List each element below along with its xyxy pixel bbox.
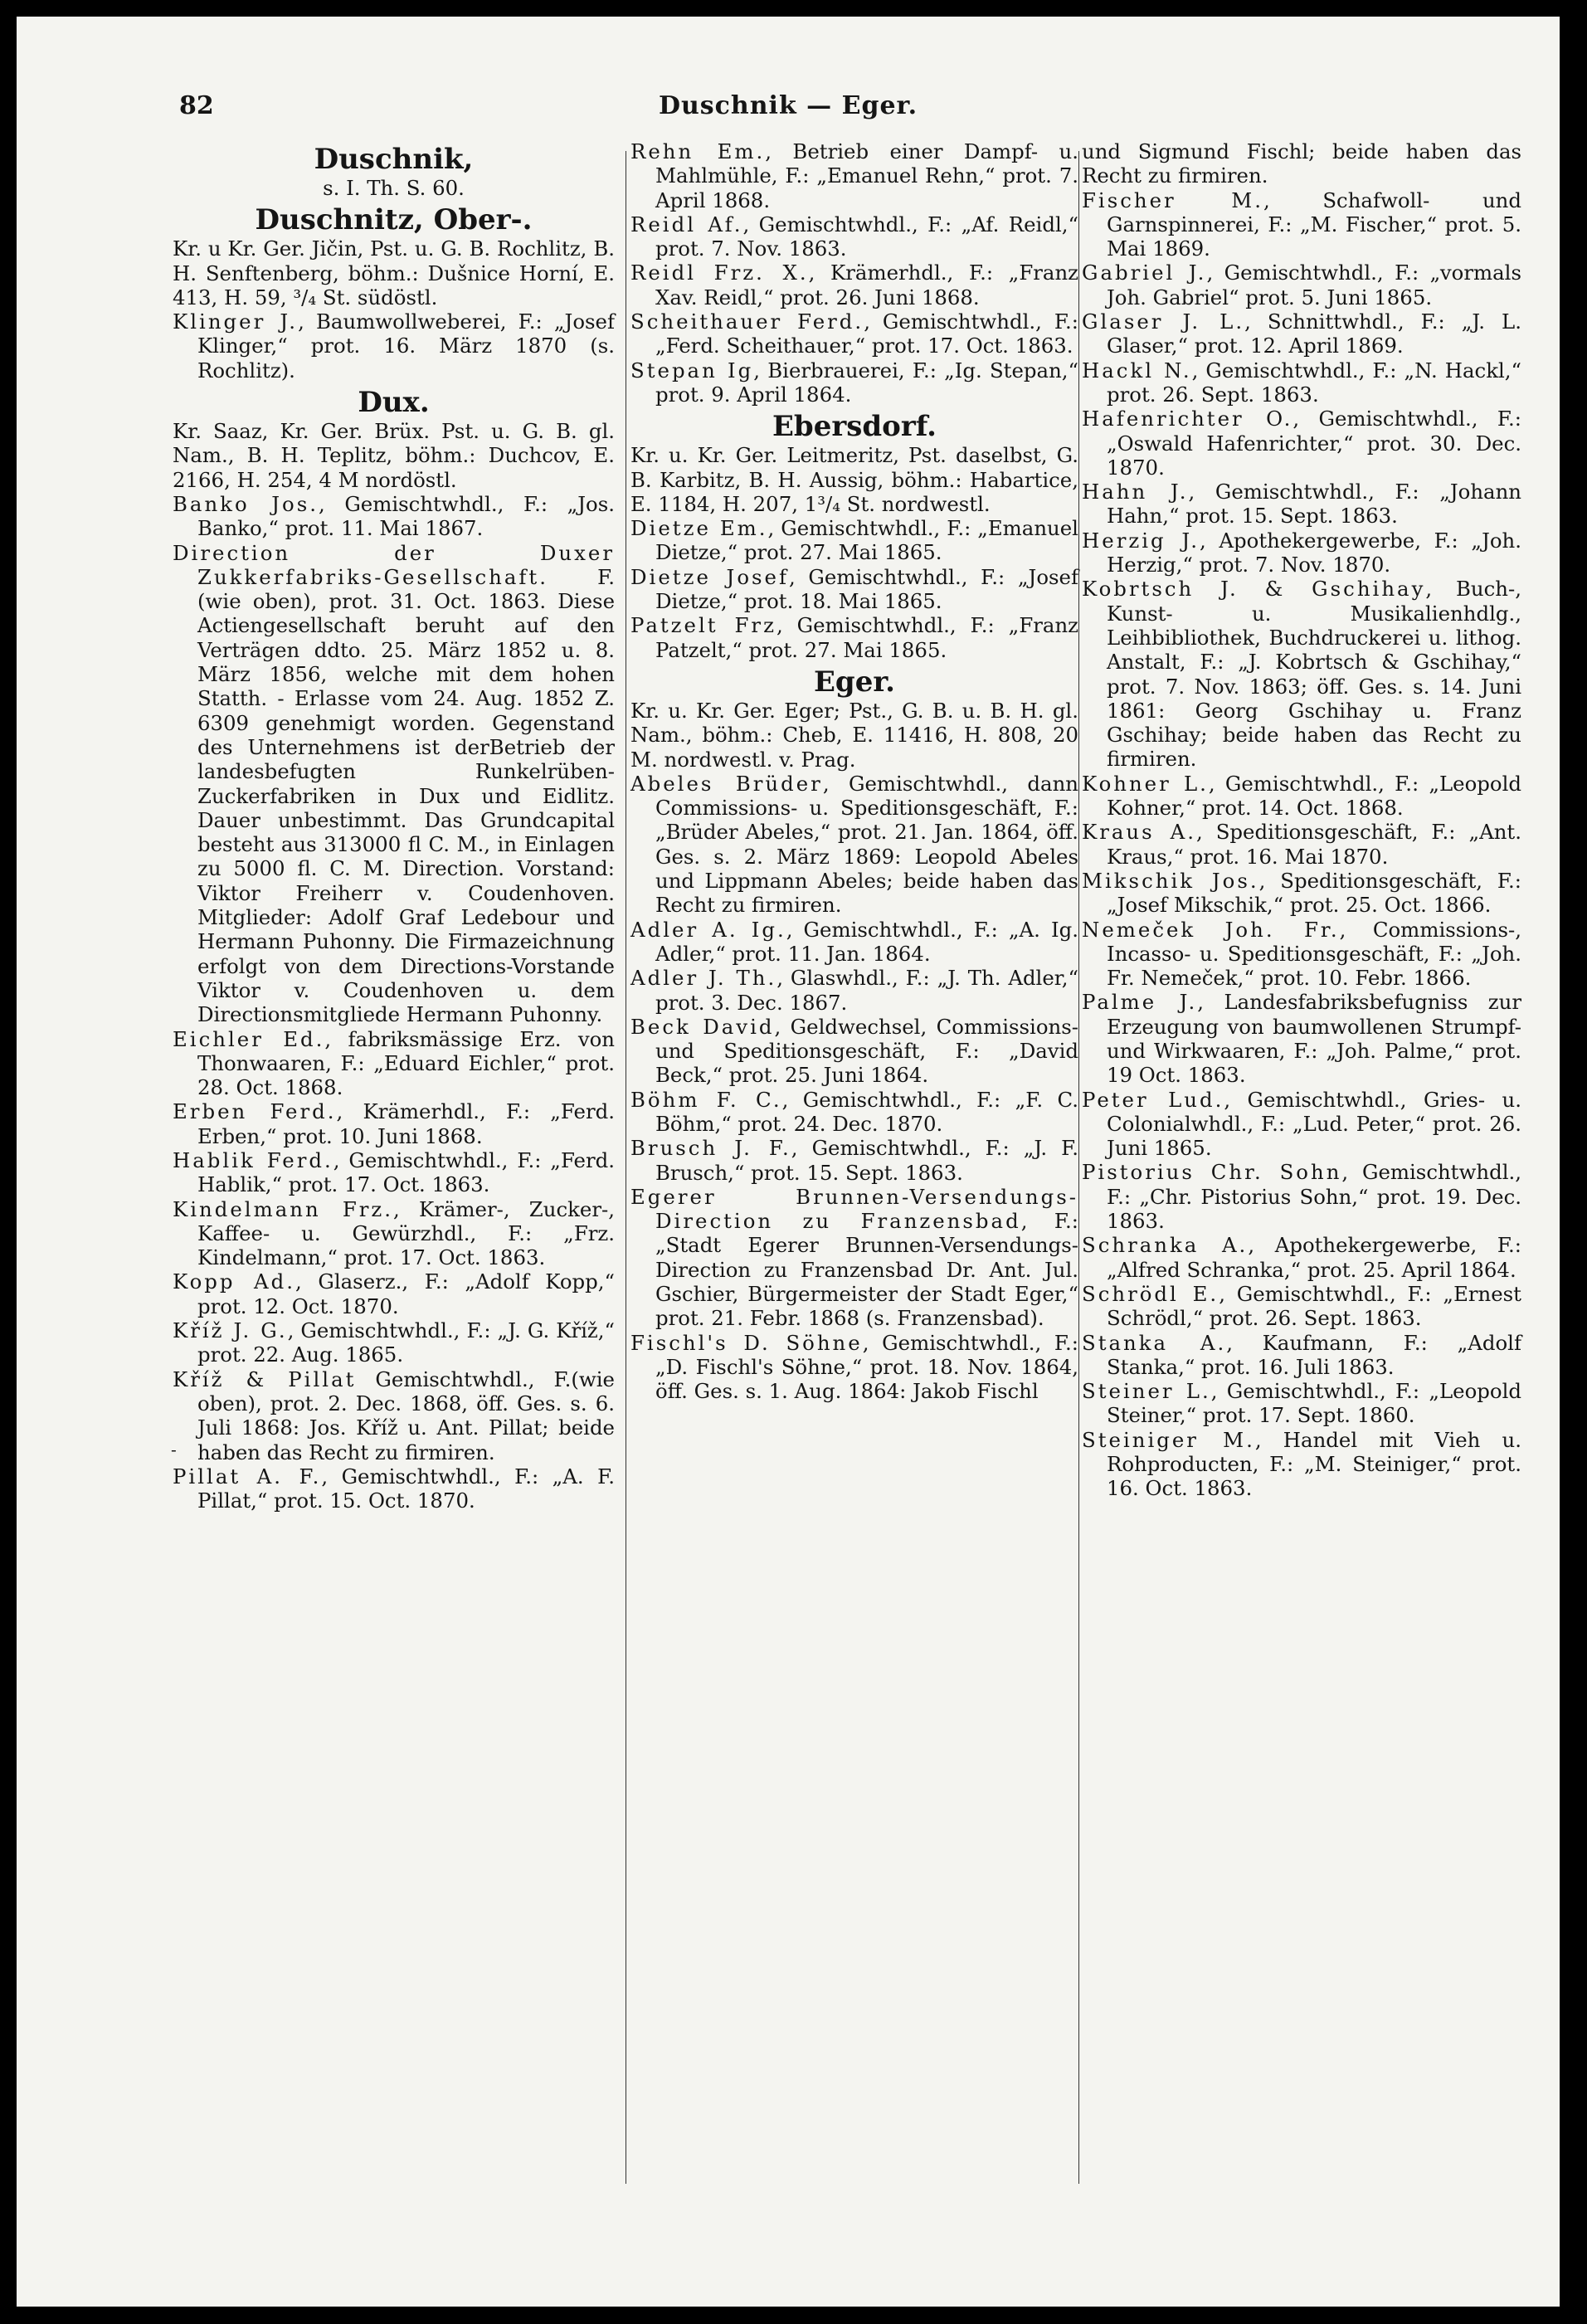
firm-details: , Gemischtwhdl., F.: „Franz Patzelt,“ prot. 27. Mai 1865. bbox=[655, 613, 1079, 662]
firm-entry bbox=[630, 1088, 1078, 1137]
firm-details: , Gemischtwhdl., Gries- u. Colonialwhdl., F.: „Lud. Peter,“ prot. 26. Juni 1865. bbox=[1107, 1087, 1521, 1161]
firm-entry bbox=[630, 261, 1078, 309]
firm-details: , Glaswhdl., F.: „J. Th. Adler,“ prot. 3. Dec. 1867. bbox=[655, 966, 1078, 1015]
firm-name: Steiner L. bbox=[1082, 1379, 1211, 1404]
firm-name: Scheithauer Ferd. bbox=[630, 309, 864, 334]
firm-details: , Gemischtwhdl., F.: „Ferd. Scheithauer,“ prot. 17. Oct. 1863. bbox=[655, 309, 1078, 358]
place-description: und Sigmund Fischl; beide haben das Recht zu firmiren. bbox=[1082, 139, 1521, 188]
firm-entry bbox=[1082, 577, 1521, 771]
firm-entry bbox=[1082, 529, 1521, 577]
firm-entry bbox=[173, 1197, 615, 1270]
firm-details: , Gemischtwhdl., F.: „D. Fischl's Söhne,“ prot. 18. Nov. 1864, öff. Ges. s. 1. Aug. 1864: Jakob Fischl bbox=[655, 1330, 1078, 1404]
firm-name: Kobrtsch J. & Gschihay bbox=[1082, 577, 1426, 602]
firm-details: , Kaufmann, F.: „Adolf Stanka,“ prot. 16. Juli 1863. bbox=[1107, 1330, 1522, 1379]
firm-name: Steiniger M. bbox=[1082, 1427, 1255, 1452]
place-description: Kr. u. Kr. Ger. Eger; Pst., G. B. u. B. H. gl. Nam., böhm.: Cheb, E. 11416, H. 808, 20 M. nordwestl. v. Prag. bbox=[630, 698, 1078, 772]
firm-name: Schranka A. bbox=[1082, 1233, 1249, 1258]
firm-details: , Speditionsgeschäft, F.: „Ant. Kraus,“ prot. 16. Mai 1870. bbox=[1107, 820, 1521, 869]
firm-details: , Krämer-, Zucker-, Kaffee- u. Gewürzhdl., F.: „Frz. Kindelmann,“ prot. 17. Oct. 1863. bbox=[197, 1196, 615, 1270]
firm-details: , Gemischtwhdl., F.: „Chr. Pistorius Sohn,“ prot. 19. Dec. 1863. bbox=[1107, 1160, 1521, 1234]
firm-name: Egerer Brunnen-Versendungs-Direction zu Franzensbad bbox=[630, 1184, 1078, 1234]
firm-name: Rehn Em. bbox=[630, 139, 766, 163]
firm-details: , Gemischtwhdl., F.: „Emanuel Dietze,“ prot. 27. Mai 1865. bbox=[655, 516, 1078, 565]
place-heading: Duschnitz, Ober-. bbox=[255, 203, 533, 237]
firm-details: , Schafwoll- und Garnspinnerei, F.: „M. Fischer,“ prot. 5. Mai 1869. bbox=[1107, 188, 1522, 261]
firm-entry bbox=[1082, 1088, 1521, 1161]
firm-name: Fischl's D. Söhne bbox=[630, 1330, 863, 1355]
firm-details: , Gemischtwhdl., dann Commissions- u. Speditionsgeschäft, F.: „Brüder Abeles,“ prot. 21. Jan. 1864, öff. Ges. s. 2. März 1869: Leopold Abeles und Lippmann Abeles; beide haben das Recht zu firmiren. bbox=[655, 771, 1079, 918]
page-header bbox=[17, 91, 1560, 129]
firm-name: Nemeček Joh. Fr. bbox=[1082, 917, 1340, 942]
firm-details: , Gemischtwhdl., F.: „Jos. Banko,“ prot. 11. Mai 1867. bbox=[197, 491, 616, 541]
firm-details: , Geldwechsel, Commissions- und Speditionsgeschäft, F.: „David Beck,“ prot. 25. Juni 1864. bbox=[655, 1014, 1079, 1088]
firm-name: Kopp Ad. bbox=[173, 1269, 296, 1294]
firm-details: , Gemischtwhdl., F.: „F. C. Böhm,“ prot. 24. Dec. 1870. bbox=[655, 1087, 1078, 1136]
firm-details: , Gemischtwhdl., F.: „Leopold Steiner,“ prot. 17. Sept. 1860. bbox=[1107, 1379, 1521, 1428]
firm-entry bbox=[630, 1331, 1078, 1404]
firm-name: Kohner L. bbox=[1082, 771, 1209, 796]
margin-mark: - bbox=[171, 1440, 177, 1459]
firm-name: Kříž & Pillat bbox=[173, 1367, 357, 1391]
firm-entry bbox=[1082, 1282, 1521, 1331]
firm-entry bbox=[1082, 869, 1521, 918]
directory-page bbox=[17, 17, 1560, 2307]
firm-name: Beck David bbox=[630, 1014, 775, 1039]
firm-entry bbox=[1082, 772, 1521, 821]
firm-entry bbox=[630, 1136, 1078, 1185]
firm-entry bbox=[1082, 990, 1521, 1087]
firm-name: Schrödl E. bbox=[1082, 1281, 1219, 1306]
firm-name: Stanka A. bbox=[1082, 1330, 1227, 1355]
firm-entry bbox=[173, 1318, 615, 1367]
firm-details: , Handel mit Vieh u. Rohproducten, F.: „M. Steiniger,“ prot. 16. Oct. 1863. bbox=[1107, 1427, 1521, 1501]
firm-details: , Gemischtwhdl., F.: „Ernest Schrödl,“ prot. 26. Sept. 1863. bbox=[1107, 1281, 1521, 1331]
firm-name: Pistorius Chr. Sohn bbox=[1082, 1160, 1342, 1185]
firm-name: Adler A. Ig. bbox=[630, 917, 786, 942]
firm-details: Gemischtwhdl., F.(wie oben), prot. 2. Dec. 1868, öff. Ges. s. 6. Juli 1868: Jos. Kříž u. Ant. Pillat; beide haben das Recht zu firmiren. bbox=[197, 1367, 615, 1464]
firm-name: Gabriel J. bbox=[1082, 261, 1207, 285]
column-rule bbox=[1078, 151, 1079, 2184]
firm-details: , Gemischtwhdl., F.: „A. Ig. Adler,“ prot. 11. Jan. 1864. bbox=[655, 917, 1079, 966]
place-description: Kr. u Kr. Ger. Jičin, Pst. u. G. B. Rochlitz, B. H. Senftenberg, böhm.: Dušnice Horní, E. 413, H. 59, ³/₄ St. südöstl. bbox=[173, 236, 615, 309]
firm-entry bbox=[1082, 480, 1521, 529]
firm-name: Brusch J. F. bbox=[630, 1136, 791, 1161]
firm-entry bbox=[1082, 1233, 1521, 1282]
firm-name: Patzelt Frz bbox=[630, 613, 776, 638]
firm-name: Mikschik Jos. bbox=[1082, 868, 1259, 893]
firm-name: Banko Jos. bbox=[173, 491, 319, 516]
firm-details: , Glaserz., F.: „Adolf Kopp,“ prot. 12. Oct. 1870. bbox=[197, 1269, 615, 1318]
firm-name: Adler J. Th. bbox=[630, 966, 777, 991]
firm-entry bbox=[1082, 1160, 1521, 1233]
firm-details: , Apothekergewerbe, F.: „Joh. Herzig,“ prot. 7. Nov. 1870. bbox=[1107, 528, 1521, 577]
firm-entry bbox=[630, 613, 1078, 662]
firm-details: , Buch-, Kunst- u. Musikalienhdlg., Leihbibliothek, Buchdruckerei u. lithog. Anstalt, F.: „J. Kobrtsch & Gschihay,“ prot. 7. Nov. 1863; öff. Ges. s. 14. Juni 1861: Georg Gschihay u. Franz Gschihay; beide haben das Recht zu firmiren. bbox=[1107, 577, 1521, 772]
firm-details: , Gemischtwhdl., F.: „J. G. Kříž,“ prot. 22. Aug. 1865. bbox=[197, 1318, 616, 1367]
firm-details: , Apothekergewerbe, F.: „Alfred Schranka,“ prot. 25. April 1864. bbox=[1107, 1233, 1522, 1282]
column-middle bbox=[630, 139, 1078, 1404]
firm-name: Hahn J. bbox=[1082, 480, 1189, 504]
firm-details: , Speditionsgeschäft, F.: „Josef Mikschik,“ prot. 25. Oct. 1866. bbox=[1107, 868, 1521, 918]
firm-entry bbox=[630, 1185, 1078, 1331]
firm-entry bbox=[173, 492, 615, 541]
firm-entry bbox=[173, 1148, 615, 1197]
place-heading: Duschnik, bbox=[314, 143, 474, 176]
firm-entry bbox=[630, 358, 1078, 407]
firm-entry bbox=[173, 1269, 615, 1318]
place-heading: Dux. bbox=[358, 386, 430, 420]
firm-details: , Schnittwhdl., F.: „J. L. Glaser,“ prot. 12. April 1869. bbox=[1107, 309, 1521, 358]
firm-details: , Gemischtwhdl., F.: „N. Hackl,“ prot. 26. Sept. 1863. bbox=[1107, 358, 1521, 407]
firm-name: Herzig J. bbox=[1082, 528, 1200, 553]
page-number: 82 bbox=[179, 91, 214, 120]
firm-entry bbox=[630, 966, 1078, 1015]
firm-name: Stepan Ig bbox=[630, 358, 754, 382]
firm-details: , Bierbrauerei, F.: „Ig. Stepan,“ prot. 9. April 1864. bbox=[655, 358, 1079, 407]
column-left bbox=[173, 139, 615, 1513]
firm-details: , Commissions-, Incasso- u. Speditionsgeschäft, F.: „Joh. Fr. Nemeček,“ prot. 10. Febr. 1866. bbox=[1107, 917, 1521, 991]
place-description: Kr. u. Kr. Ger. Leitmeritz, Pst. daselbst, G. B. Karbitz, B. H. Aussig, böhm.: Habartice, E. 1184, H. 207, 1³/₄ St. nordwestl. bbox=[630, 443, 1078, 516]
firm-name: Fischer M. bbox=[1082, 188, 1264, 212]
firm-entry bbox=[173, 309, 615, 382]
firm-entry bbox=[173, 1099, 615, 1148]
firm-name: Pillat A. F. bbox=[173, 1464, 322, 1488]
firm-name: Direction der Duxer Zukkerfabriks-Gesellschaft. bbox=[173, 540, 615, 589]
running-head: Duschnik — Eger. bbox=[658, 91, 918, 120]
firm-entry bbox=[630, 1015, 1078, 1088]
firm-entry bbox=[1082, 188, 1521, 261]
firm-entry bbox=[1082, 358, 1521, 407]
firm-name: Glaser J. L. bbox=[1082, 309, 1245, 334]
firm-details: , fabriksmässige Erz. von Thonwaaren, F.: „Eduard Eichler,“ prot. 28. Oct. 1868. bbox=[197, 1026, 615, 1100]
firm-entry bbox=[173, 1027, 615, 1100]
firm-entry bbox=[630, 565, 1078, 614]
firm-details: , Gemischtwhdl., F.: „Af. Reidl,“ prot. 7. Nov. 1863. bbox=[655, 212, 1078, 261]
firm-name: Dietze Josef bbox=[630, 564, 789, 589]
firm-name: Hablik Ferd. bbox=[173, 1147, 333, 1172]
firm-entry bbox=[1082, 1379, 1521, 1428]
firm-details: , Baumwollweberei, F.: „Josef Klinger,“ prot. 16. März 1870 (s. Rochlitz). bbox=[197, 309, 615, 382]
firm-entry bbox=[630, 772, 1078, 918]
firm-details: , Gemischtwhdl., F.: „Ferd. Hablik,“ prot. 17. Oct. 1863. bbox=[197, 1147, 615, 1197]
firm-entry bbox=[630, 516, 1078, 565]
firm-entry bbox=[1082, 261, 1521, 309]
firm-entry bbox=[1082, 820, 1521, 869]
firm-name: Kindelmann Frz. bbox=[173, 1196, 394, 1221]
firm-entry bbox=[630, 212, 1078, 261]
firm-details: , Landesfabriksbefugniss zur Erzeugung von baumwollenen Strumpf- und Wirkwaaren, F.: „Joh. Palme,“ prot. 19 Oct. 1863. bbox=[1107, 990, 1521, 1088]
firm-name: Kraus A. bbox=[1082, 820, 1196, 845]
column-right bbox=[1082, 139, 1521, 1501]
firm-details: , Gemischtwhdl., F.: „Leopold Kohner,“ prot. 14. Oct. 1868. bbox=[1107, 771, 1522, 821]
firm-name: Reidl Af. bbox=[630, 212, 743, 236]
firm-name: Palme J. bbox=[1082, 990, 1198, 1015]
firm-details: , Krämerhdl., F.: „Franz Xav. Reidl,“ prot. 26. Juni 1868. bbox=[655, 261, 1079, 309]
firm-name: Hafenrichter O. bbox=[1082, 407, 1293, 431]
firm-details: , F.: „Stadt Egerer Brunnen-Versendungs-Direction zu Franzensbad Dr. Ant. Jul. Gschier, Bürgermeister der Stadt Eger,“ prot. 21. Febr. 1868 (s. Franzensbad). bbox=[655, 1209, 1078, 1331]
firm-details: F. (wie oben), prot. 31. Oct. 1863. Diese Actiengesellschaft beruht auf den Verträgen ddto. 25. März 1852 u. 8. März 1856, welche mit dem hohen Statth. - Erlasse vom 24. Aug. 1852 Z. 6309 genehmigt worden. Gegenstand des Unternehmens ist derBetrieb der landesbefugten Runkelrüben-Zuckerfabriken in Dux und Eidlitz. Dauer unbestimmt. Das Grundcapital besteht aus 313000 fl C. M., in Einlagen zu 5000 fl. C. M. Direction. Vorstand: Viktor Freiherr v. Coudenhoven. Mitglieder: Adolf Graf Ledebour und Hermann Puhonny. Die Firmazeichnung erfolgt von dem Directions-Vorstande Viktor v. Coudenhoven u. dem Directionsmitgliede Hermann Puhonny. bbox=[197, 564, 615, 1027]
firm-entry bbox=[173, 1464, 615, 1513]
firm-entry bbox=[1082, 918, 1521, 991]
firm-name: Klinger J. bbox=[173, 309, 299, 334]
firm-entry bbox=[173, 541, 615, 1027]
firm-details: , Gemischtwhdl., F.: „Oswald Hafenrichter,“ prot. 30. Dec. 1870. bbox=[1107, 407, 1521, 480]
firm-details: , Gemischtwhdl., F.: „Johann Hahn,“ prot. 15. Sept. 1863. bbox=[1107, 480, 1521, 529]
firm-details: , Betrieb einer Dampf- u. Mahlmühle, F.: „Emanuel Rehn,“ prot. 7. April 1868. bbox=[655, 139, 1079, 212]
firm-name: Eichler Ed. bbox=[173, 1026, 325, 1051]
firm-entry bbox=[630, 309, 1078, 358]
firm-details: , Gemischtwhdl., F.: „A. F. Pillat,“ prot. 15. Oct. 1870. bbox=[197, 1464, 615, 1513]
cross-reference: s. I. Th. S. 60. bbox=[323, 176, 465, 200]
place-heading: Ebersdorf. bbox=[772, 410, 937, 444]
place-description: Kr. Saaz, Kr. Ger. Brüx. Pst. u. G. B. gl. Nam., B. H. Teplitz, böhm.: Duchcov, E. 2166, H. 254, 4 M nordöstl. bbox=[173, 419, 615, 492]
firm-details: , Gemischtwhdl., F.: „J. F. Brusch,“ prot. 15. Sept. 1863. bbox=[655, 1136, 1078, 1185]
place-heading: Eger. bbox=[814, 665, 895, 699]
firm-entry bbox=[173, 1367, 615, 1464]
firm-details: , Gemischtwhdl., F.: „vormals Joh. Gabriel“ prot. 5. Juni 1865. bbox=[1107, 261, 1521, 309]
firm-name: Reidl Frz. X. bbox=[630, 261, 809, 285]
firm-entry bbox=[1082, 407, 1521, 480]
firm-name: Böhm F. C. bbox=[630, 1087, 782, 1112]
firm-name: Abeles Brüder bbox=[630, 771, 823, 796]
firm-details: , Gemischtwhdl., F.: „Josef Dietze,“ prot. 18. Mai 1865. bbox=[655, 564, 1078, 614]
firm-entry bbox=[630, 139, 1078, 212]
firm-entry bbox=[1082, 1331, 1521, 1380]
firm-entry bbox=[1082, 309, 1521, 358]
firm-name: Kříž J. G. bbox=[173, 1318, 288, 1343]
firm-name: Peter Lud. bbox=[1082, 1087, 1224, 1112]
firm-name: Dietze Em. bbox=[630, 516, 768, 541]
firm-entry bbox=[1082, 1428, 1521, 1501]
firm-entry bbox=[630, 918, 1078, 967]
firm-name: Erben Ferd. bbox=[173, 1099, 337, 1124]
firm-details: , Krämerhdl., F.: „Ferd. Erben,“ prot. 10. Juni 1868. bbox=[197, 1099, 615, 1148]
firm-name: Hackl N. bbox=[1082, 358, 1192, 382]
